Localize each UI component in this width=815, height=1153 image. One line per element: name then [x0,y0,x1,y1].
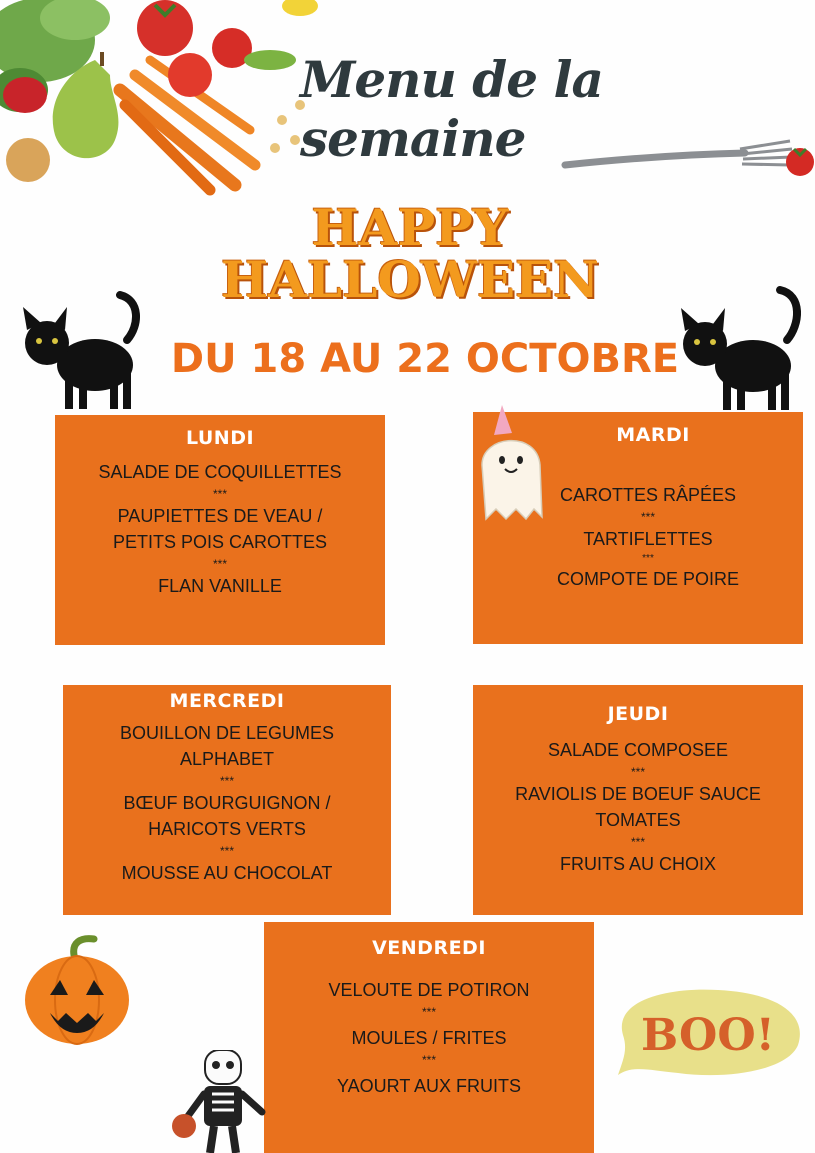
halloween-text: HALLOWEEN [221,250,599,309]
menu-separator: *** [642,553,654,564]
menu-separator: *** [421,1005,436,1019]
menu-item: MOULES / FRITES [351,1028,507,1048]
day-label-jeudi: JEUDI [607,703,669,725]
menu-item: MOUSSE AU CHOCOLAT [121,863,333,883]
black-cat-icon [675,280,805,415]
menu-box-mercredi [63,685,391,915]
black-cat-icon [15,285,145,415]
menu-item: RAVIOLIS DE BOEUF SAUCE [515,784,761,804]
page-title: Menu de la semaine [300,50,603,168]
pumpkin-icon [22,935,132,1047]
menu-box-jeudi [473,685,803,915]
menu-item: COMPOTE DE POIRE [556,569,740,589]
skeleton-icon [170,1050,270,1153]
menu-item: TOMATES [595,810,681,830]
day-label-lundi: LUNDI [185,427,255,449]
happy-text: HAPPY [311,198,509,257]
menu-item: TARTIFLETTES [583,529,713,549]
menu-item: BŒUF BOURGUIGNON / [123,793,331,813]
menu-separator: *** [212,557,227,571]
menu-box-vendredi [264,922,594,1153]
boo-bubble [608,985,808,1080]
menu-item: PETITS POIS CAROTTES [112,532,328,552]
menu-separator: *** [630,835,645,849]
vegetables-illustration [0,0,320,200]
day-label-vendredi: VENDREDI [372,937,486,959]
menu-item: FLAN VANILLE [158,576,282,596]
day-label-mardi: MARDI [616,424,690,446]
menu-item: FRUITS AU CHOIX [559,854,716,874]
menu-item: CAROTTES RÂPÉES [559,485,737,505]
boo-text: BOO! [641,1010,775,1061]
menu-item: ALPHABET [179,749,275,769]
menu-separator: *** [219,844,234,858]
menu-separator: *** [640,510,655,524]
day-label-mercredi: MERCREDI [169,690,285,712]
menu-item: SALADE COMPOSEE [547,740,729,760]
ghost-icon [472,405,552,527]
menu-item: HARICOTS VERTS [148,819,306,839]
menu-box-lundi [55,415,385,645]
menu-separator: *** [421,1053,436,1067]
menu-separator: *** [630,765,645,779]
fork-icon [560,135,815,185]
dates-heading: DU 18 AU 22 OCTOBRE [170,336,680,382]
menu-item: PAUPIETTES DE VEAU / [117,506,323,526]
menu-separator: *** [219,774,234,788]
menu-item: YAOURT AUX FRUITS [336,1076,522,1096]
menu-item: SALADE DE COQUILLETTES [98,462,342,482]
menu-item: BOUILLON DE LEGUMES [119,723,335,743]
menu-separator: *** [212,487,227,501]
menu-item: VELOUTE DE POTIRON [328,980,530,1000]
